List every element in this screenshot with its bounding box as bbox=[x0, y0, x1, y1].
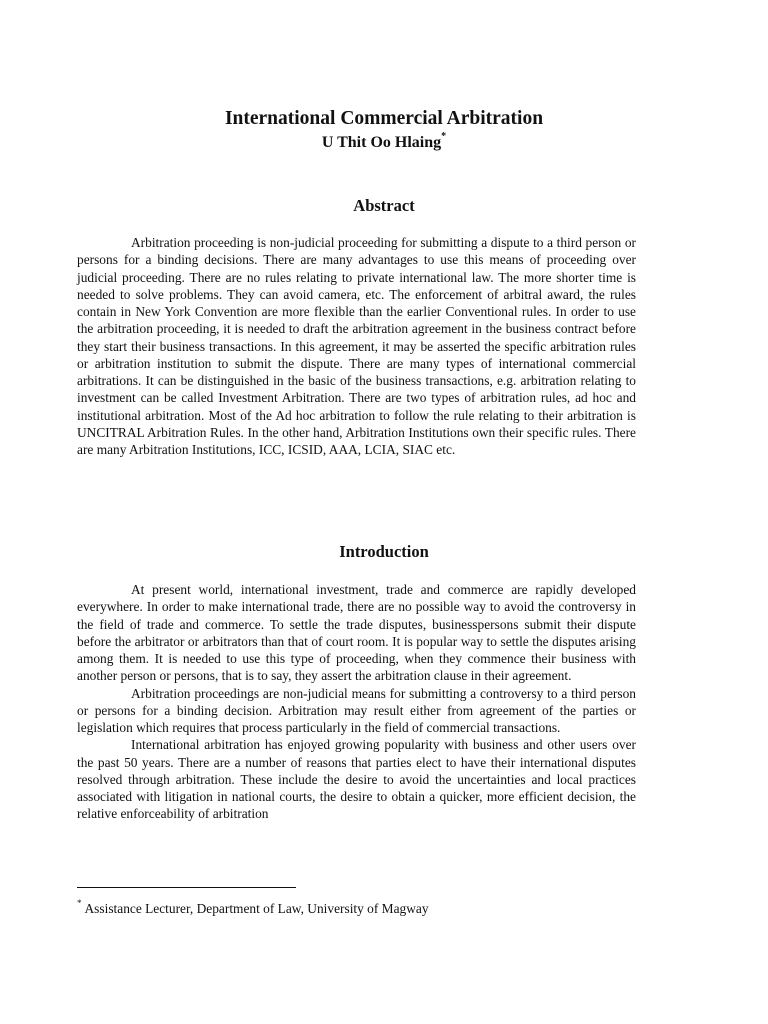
author-name bbox=[0, 130, 768, 153]
introduction-section bbox=[77, 581, 636, 823]
paper-title: International Commercial Arbitration bbox=[224, 108, 544, 129]
abstract-heading: Abstract bbox=[353, 196, 415, 215]
footnote bbox=[77, 897, 429, 917]
introduction-paragraph-3: International arbitration has enjoyed growing popularity with business and other users over the past 50 years. There are a number of reasons that parties elect to have their international disputes resolved through arbitration. These include the desire to avoid the uncertainties and local practices associated with litigation in national courts, the desire to obtain a quicker, more efficient decision, the relative enforceability of arbitration bbox=[77, 737, 636, 822]
introduction-paragraph-2: Arbitration proceedings are non-judicial means for submitting a controversy to a third person or persons for a binding decision. Arbitration may result either from agreement of the parties or legislation which requires that process particularly in the field of commercial transactions. bbox=[77, 685, 636, 735]
footnote-divider bbox=[77, 887, 296, 888]
abstract-section bbox=[77, 234, 636, 458]
author-name-text: U Thit Oo Hlaing bbox=[321, 134, 442, 151]
introduction-heading: Introduction bbox=[339, 542, 429, 561]
footnote-text: Assistance Lecturer, Department of Law, University of Magway bbox=[84, 901, 429, 916]
author-footnote-mark: * bbox=[441, 130, 447, 142]
introduction-paragraph-1: At present world, international investment, trade and commerce are rapidly developed everywhere. In order to make international trade, there are no possible way to avoid the controversy in the field of trade and commerce. To settle the trade disputes, businesspersons submit their dispute before the arbitrator or arbitrators than that of court room. It is popular way to settle the disputes arising among them. It is needed to use this type of proceeding, when they commence their business with another person or persons, that is to say, they assert the arbitration clause in their agreement. bbox=[77, 582, 636, 684]
abstract-paragraph: Arbitration proceeding is non-judicial proceeding for submitting a dispute to a third person or persons for a binding decisions. There are many advantages to use this means of proceeding over judicial proceeding. There are no rules relating to private international law. The more shorter time is needed to solve problems. They can avoid camera, etc. The enforcement of arbitral award, the rules contain in New York Convention are more flexible than the earlier Conventional rules. In order to use the arbitration proceeding, it is needed to draft the arbitration agreement in the business contract before they start their business transactions. In this agreement, it may be asserted the specific arbitration rules or arbitration institution to submit the dispute. There are many types of international commercial arbitrations. It can be distinguished in the basic of the business transactions, e.g. arbitration relating to investment can be called Investment Arbitration. There are two types of arbitration rules, ad hoc and institutional arbitration. Most of the Ad hoc arbitration to follow the rule relating to their arbitration is UNCITRAL Arbitration Rules. In the other hand, Arbitration Institutions own their specific rules. There are many Arbitration Institutions, ICC, ICSID, AAA, LCIA, SIAC etc. bbox=[77, 235, 636, 457]
footnote-mark: * bbox=[77, 897, 82, 908]
